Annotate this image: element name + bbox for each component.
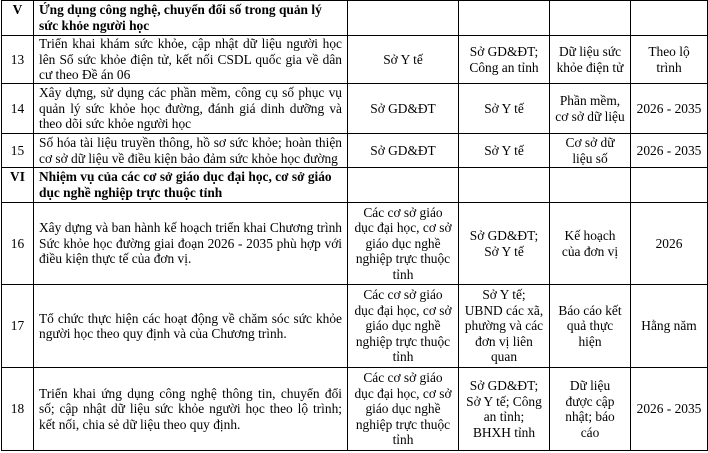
row-number: V [2,1,34,36]
table-row [2,36,708,84]
lead-agency-cell: Sở GD&ĐT [348,134,459,168]
timeline-cell: 2026 - 2035 [631,368,708,451]
section-title: Ứng dụng công nghệ, chuyển đổi số trong quản lý sức khỏe người học [34,1,348,36]
task-cell: Triển khai khám sức khỏe, cập nhật dữ liệu người học lên Sổ sức khỏe điện tử, kết nối CSDL quốc gia về dân cư theo Đề án 06 [34,36,348,84]
table-row [2,168,708,203]
section-title: Nhiệm vụ của các cơ sở giáo dục đại học, cơ sở giáo dục nghề nghiệp trực thuộc tỉnh [34,168,348,203]
table-row [2,1,708,36]
table-row [2,134,708,168]
timeline-cell: 2026 [631,203,708,285]
cooperating-agency-cell: Sở GD&ĐT; Sở Y tế; Công an tỉnh; BHXH tỉnh [459,368,550,451]
cooperating-agency-cell: Sở Y tế [459,84,550,134]
cooperating-agency-cell: Sở GD&ĐT; Sở Y tế [459,203,550,285]
empty-cell [459,168,550,203]
task-cell: Xây dựng, sử dụng các phần mềm, công cụ số phục vụ quản lý sức khỏe học đường, đánh giá dinh dưỡng và theo dõi sức khỏe người học [34,84,348,134]
task-cell: Tổ chức thực hiện các hoạt động về chăm sóc sức khỏe người học theo quy định và của Chương trình. [34,285,348,368]
empty-cell [550,1,631,36]
row-number: VI [2,168,34,203]
cooperating-agency-cell: Sở Y tế; UBND các xã, phường và các đơn vị liên quan [459,285,550,368]
table-row [2,368,708,451]
row-number: 16 [2,203,34,285]
table-row [2,285,708,368]
timeline-cell: Theo lộ trình [631,36,708,84]
empty-cell [348,1,459,36]
timeline-cell: 2026 - 2035 [631,84,708,134]
empty-cell [631,1,708,36]
empty-cell [631,168,708,203]
task-cell: Số hóa tài liệu truyền thông, hồ sơ sức khỏe; hoàn thiện cơ sở dữ liệu về điều kiện bảo đảm sức khỏe học đường [34,134,348,168]
task-cell: Triển khai ứng dụng công nghệ thông tin, chuyển đổi số; cập nhật dữ liệu sức khỏe người học theo lộ trình; kết nối, chia sẻ dữ liệu theo quy định. [34,368,348,451]
lead-agency-cell: Các cơ sở giáo dục đại học, cơ sở giáo dục nghề nghiệp trực thuộc tỉnh [348,203,459,285]
row-number: 13 [2,36,34,84]
row-number: 18 [2,368,34,451]
empty-cell [459,1,550,36]
cooperating-agency-cell: Sở Y tế [459,134,550,168]
task-cell: Xây dựng và ban hành kế hoạch triển khai Chương trình Sức khỏe học đường giai đoạn 2026 - 2035 phù hợp với điều kiện thực tế của đơn vị. [34,203,348,285]
product-cell: Báo cáo kết quả thực hiện [550,285,631,368]
row-number: 17 [2,285,34,368]
product-cell: Cơ sở dữ liệu số [550,134,631,168]
lead-agency-cell: Các cơ sở giáo dục đại học, cơ sở giáo dục nghề nghiệp trực thuộc tỉnh [348,368,459,451]
lead-agency-cell: Sở GD&ĐT [348,84,459,134]
row-number: 14 [2,84,34,134]
task-table [1,0,708,451]
table-row [2,203,708,285]
timeline-cell: 2026 - 2035 [631,134,708,168]
lead-agency-cell: Sở Y tế [348,36,459,84]
empty-cell [550,168,631,203]
product-cell: Phần mềm, cơ sở dữ liệu [550,84,631,134]
empty-cell [348,168,459,203]
timeline-cell: Hằng năm [631,285,708,368]
lead-agency-cell: Các cơ sở giáo dục đại học, cơ sở giáo dục nghề nghiệp trực thuộc tỉnh [348,285,459,368]
cooperating-agency-cell: Sở GD&ĐT; Công an tỉnh [459,36,550,84]
row-number: 15 [2,134,34,168]
table-row [2,84,708,134]
product-cell: Dữ liệu sức khỏe điện tử [550,36,631,84]
product-cell: Dữ liệu được cập nhật; báo cáo [550,368,631,451]
product-cell: Kế hoạch của đơn vị [550,203,631,285]
